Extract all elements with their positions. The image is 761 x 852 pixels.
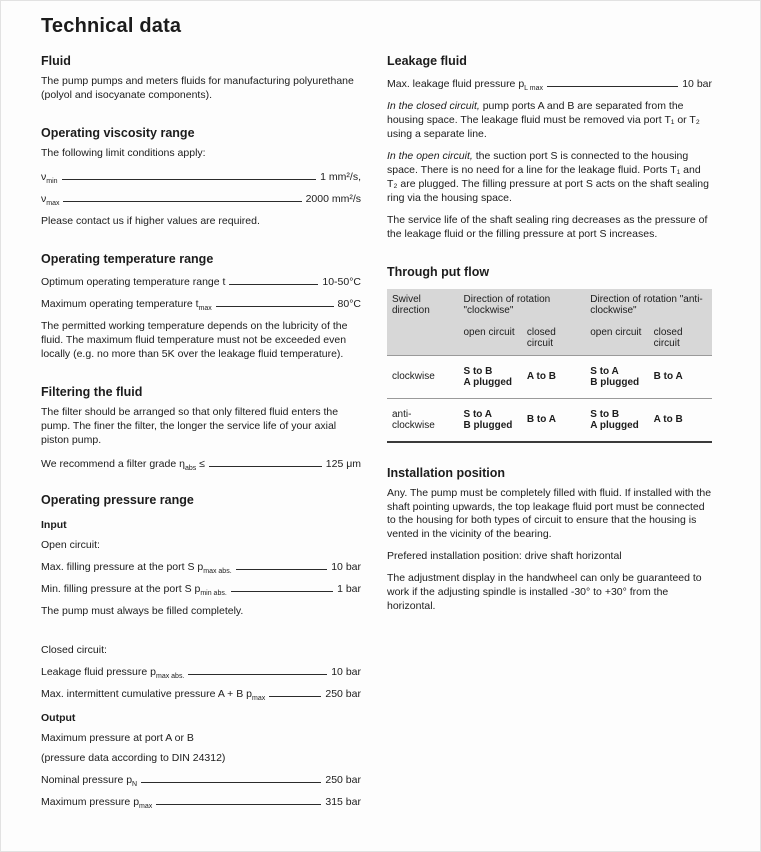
spec-row-leakage-pressure <box>41 666 361 681</box>
fill-line <box>547 86 678 87</box>
leakage-paragraph-closed: In the closed circuit, pump ports A and B are separated from the housing space. The leakage fluid must be removed via port T₁ or T₂ using a separate line. <box>387 100 700 140</box>
spec-row-vmax <box>41 193 361 205</box>
spec-row-tmax <box>41 298 361 310</box>
spec-label: Max. intermittent cumulative pressure A + B $p_{max}$ <box>41 688 266 703</box>
heading-leakage: Leakage fluid <box>387 54 467 68</box>
cell: S to B A plugged <box>459 355 522 398</box>
section-fluid <box>41 54 361 103</box>
open-circuit-label: Open circuit: <box>41 538 100 551</box>
cell: S to B A plugged <box>585 398 648 442</box>
right-column <box>387 40 712 818</box>
cell: A to B <box>522 355 585 398</box>
open-circuit-note: The pump must always be filled completely. <box>41 604 244 617</box>
spec-value: 10-50°C <box>322 275 361 288</box>
cell: A to B <box>649 398 712 442</box>
spec-label: Nominal pressure $p_N$ <box>41 774 138 789</box>
subheading-input: Input <box>41 518 67 531</box>
italic-lead: In the open circuit, <box>387 149 473 162</box>
spec-value: 10 bar <box>682 78 712 90</box>
table-header-anticlockwise: Direction of rotation "anti-clockwise" <box>585 289 712 319</box>
output-intro-line1: Maximum pressure at port A or B <box>41 732 194 745</box>
spec-row-topt <box>41 276 361 288</box>
section-pressure <box>41 493 361 809</box>
spec-label: Maximum pressure $p_{max}$ <box>41 796 153 811</box>
fluid-body: The pump pumps and meters fluids for manufacturing polyurethane (polyol and isocyanate components). <box>41 75 354 101</box>
temperature-note: The permitted working temperature depends on the lubricity of the fluid. The maximum fluid temperature must not be exceeded even locally (e.g. no more than 5K over the leakage fluid temperature). <box>41 319 348 360</box>
fill-line <box>236 569 328 570</box>
spec-label: Min. filling pressure at the port S $p_{min abs.}$ <box>41 582 227 597</box>
spec-row-nominal-pressure <box>41 774 361 789</box>
spec-value: 250 bar <box>325 774 361 787</box>
viscosity-note: Please contact us if higher values are required. <box>41 214 260 227</box>
spec-value: 1 bar <box>337 582 361 595</box>
installation-paragraph-2: Prefered installation position: drive shaft horizontal <box>387 550 622 563</box>
left-column <box>41 40 361 818</box>
spec-label: Optimum operating temperature range t <box>41 275 226 288</box>
viscosity-intro: The following limit conditions apply: <box>41 146 206 159</box>
filtering-body: The filter should be arranged so that only filtered fluid enters the pump. The finer the filter, the longer the service life of your axial piston pump. <box>41 405 339 446</box>
spec-label: Leakage fluid pressure $p_{max abs.}$ <box>41 666 185 681</box>
spec-row-cumulative-pressure <box>41 688 361 703</box>
table-header-swivel: Swivel direction <box>387 289 459 356</box>
cell: S to A B plugged <box>585 355 648 398</box>
two-column-layout <box>41 40 744 818</box>
leakage-paragraph-service-life: The service life of the shaft sealing ring decreases as the pressure of the leakage fluid or the filling pressure at port S increases. <box>387 213 708 240</box>
fill-line <box>269 696 321 697</box>
heading-installation: Installation position <box>387 465 506 480</box>
fill-line <box>188 674 327 675</box>
table-row-anticlockwise <box>387 398 712 442</box>
closed-circuit-label: Closed circuit: <box>41 644 107 657</box>
fill-line <box>156 804 321 805</box>
heading-filtering: Filtering the fluid <box>41 384 143 399</box>
output-intro-line2: (pressure data according to DIN 24312) <box>41 752 226 765</box>
spec-value: 315 bar <box>325 796 361 809</box>
heading-pressure: Operating pressure range <box>41 492 194 507</box>
fill-line <box>63 201 301 202</box>
installation-paragraph-1: Any. The pump must be completely filled with fluid. If installed with the shaft pointing upwards, the top leakage fluid port must be connected to the housing for both types of circuit to ensure that the housing is vented in the vicinity of the bearing. <box>387 486 712 541</box>
cell: B to A <box>522 398 585 442</box>
section-throughput <box>387 265 712 443</box>
spec-label: Max. leakage fluid pressure $p_{L max}$ <box>387 78 543 93</box>
section-viscosity <box>41 126 361 229</box>
table-subheader-closed-1: closed circuit <box>522 319 585 356</box>
spec-value: 10 bar <box>331 560 361 573</box>
spec-value: 2000 mm²/s <box>305 192 361 205</box>
table-header-clockwise: Direction of rotation "clockwise" <box>459 289 586 319</box>
spec-row-maximum-pressure <box>41 796 361 811</box>
spec-label: $\nu_{max}$ <box>41 192 60 207</box>
table-subheader-closed-2: closed circuit <box>649 319 712 356</box>
fill-line <box>62 179 317 180</box>
page-title: Technical data <box>41 15 182 37</box>
spec-label: Max. filling pressure at the port S $p_{max abs.}$ <box>41 560 232 575</box>
spec-value: 10 bar <box>331 666 361 679</box>
spec-value: 80°C <box>337 297 361 310</box>
installation-paragraph-3: The adjustment display in the handwheel can only be guaranteed to work if the adjusting spindle is installed -30° to +30° from the horizontal. <box>387 572 702 613</box>
spec-label: $\nu_{min}$ <box>41 170 58 185</box>
table-row-clockwise <box>387 355 712 398</box>
fill-line <box>141 782 321 783</box>
heading-viscosity: Operating viscosity range <box>41 125 195 140</box>
spec-value: 250 bar <box>325 688 361 701</box>
cell: S to A B plugged <box>459 398 522 442</box>
spec-row-fill-max <box>41 561 361 573</box>
cell-swivel: clockwise <box>387 355 459 398</box>
spec-row-leakage-max <box>387 78 712 93</box>
spec-row-vmin <box>41 171 361 183</box>
spec-label: We recommend a filter grade $\eta_{abs}$ ≤ <box>41 457 205 472</box>
section-temperature <box>41 252 361 362</box>
spec-row-filter-grade <box>41 458 361 470</box>
fill-line <box>231 591 333 592</box>
cell: B to A <box>649 355 712 398</box>
section-installation <box>387 466 712 615</box>
heading-throughput: Through put flow <box>387 264 490 279</box>
heading-temperature: Operating temperature range <box>41 251 214 266</box>
spec-value: 1 mm²/s, <box>320 170 361 183</box>
spec-label: Maximum operating temperature $t_{max}$ <box>41 297 212 312</box>
fill-line <box>216 306 334 307</box>
section-leakage <box>387 54 712 242</box>
fill-line <box>209 466 322 467</box>
cell-swivel: anti-clockwise <box>387 398 459 442</box>
table-subheader-open-2: open circuit <box>585 319 648 356</box>
spec-value: 125 μm <box>325 457 361 470</box>
fill-line <box>229 284 318 285</box>
section-filtering <box>41 385 361 470</box>
subheading-output: Output <box>41 712 76 725</box>
leakage-paragraph-open: In the open circuit, the suction port S is connected to the housing space. There is no need for a line for the leakage fluid. Ports T₁ and T₂ are plugged. The filling pressure at port S acts on the shaft sealing ring via the housing space. <box>387 149 709 204</box>
heading-fluid: Fluid <box>41 54 71 68</box>
spec-row-fill-min <box>41 583 361 595</box>
table-header-row <box>387 289 712 319</box>
throughput-table <box>387 289 712 443</box>
italic-lead: In the closed circuit, <box>387 100 480 112</box>
table-subheader-open-1: open circuit <box>459 319 522 356</box>
